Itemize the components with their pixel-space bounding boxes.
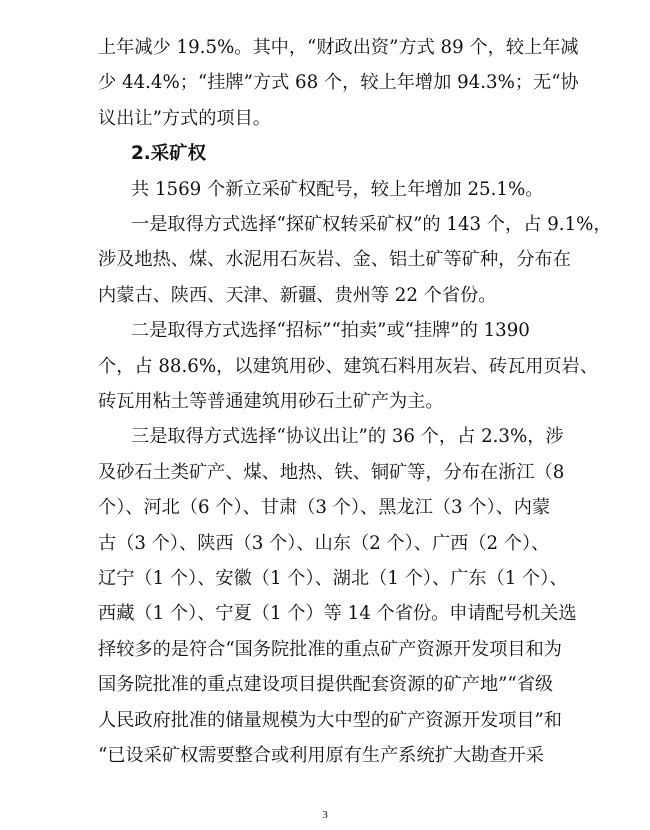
body-text-line: 二是取得方式选择“招标”“拍卖”或“挂牌”的 1390: [131, 320, 530, 342]
body-text-line: 涉及地热、煤、水泥用石灰岩、金、铝土矿等矿种，分布在: [98, 249, 571, 271]
body-text-line: 西藏（1 个）、宁夏（1 个）等 14 个省份。申请配号机关选: [98, 603, 577, 625]
body-text-line: 及砂石土类矿产、煤、地热、铁、铜矿等，分布在浙江（8: [98, 461, 565, 483]
body-text-line: 议出让”方式的项目。: [98, 107, 271, 129]
body-text-line: 共 1569 个新立采矿权配号，较上年增加 25.1%。: [131, 178, 544, 200]
body-text-line: 砖瓦用粘土等普通建筑用砂石土矿产为主。: [98, 391, 444, 412]
body-text-line: 一是取得方式选择“探矿权转采矿权”的 143 个，占 9.1%，: [131, 214, 612, 235]
body-text-line: “已设采矿权需要整合或利用原有生产系统扩大勘查开采: [98, 745, 544, 766]
body-text-line: 上年减少 19.5%。其中，“财政出资”方式 89 个，较上年减: [98, 37, 579, 58]
body-text-line: 人民政府批准的储量规模为大中型的矿产资源开发项目”和: [98, 709, 562, 731]
page-number: 3: [322, 809, 328, 821]
body-text-line: 国务院批准的重点建设项目提供配套资源的矿产地”“省级: [98, 674, 554, 696]
body-text-line: 内蒙古、陕西、天津、新疆、贵州等 22 个省份。: [98, 284, 497, 306]
body-text-line: 辽宁（1 个）、安徽（1 个）、湖北（1 个）、广东（1 个）、: [98, 568, 568, 589]
body-text-line: 择较多的是符合“国务院批准的重点矿产资源开发项目和为: [98, 638, 562, 660]
body-text-line: 三是取得方式选择“协议出让”的 36 个，占 2.3%，涉: [131, 426, 564, 448]
body-text-line: 个，占 88.6%，以建筑用砂、建筑石料用灰岩、砖瓦用页岩、: [98, 355, 599, 377]
body-text-line: 古（3 个）、陕西（3 个）、山东（2 个）、广西（2 个）、: [98, 532, 550, 554]
section-heading: 2.采矿权: [131, 143, 206, 165]
body-text-line: 少 44.4%；“挂牌”方式 68 个，较上年增加 94.3%；无“协: [98, 72, 579, 94]
body-text-line: 个）、河北（6 个）、甘肃（3 个）、黑龙江（3 个）、内蒙: [98, 497, 551, 519]
